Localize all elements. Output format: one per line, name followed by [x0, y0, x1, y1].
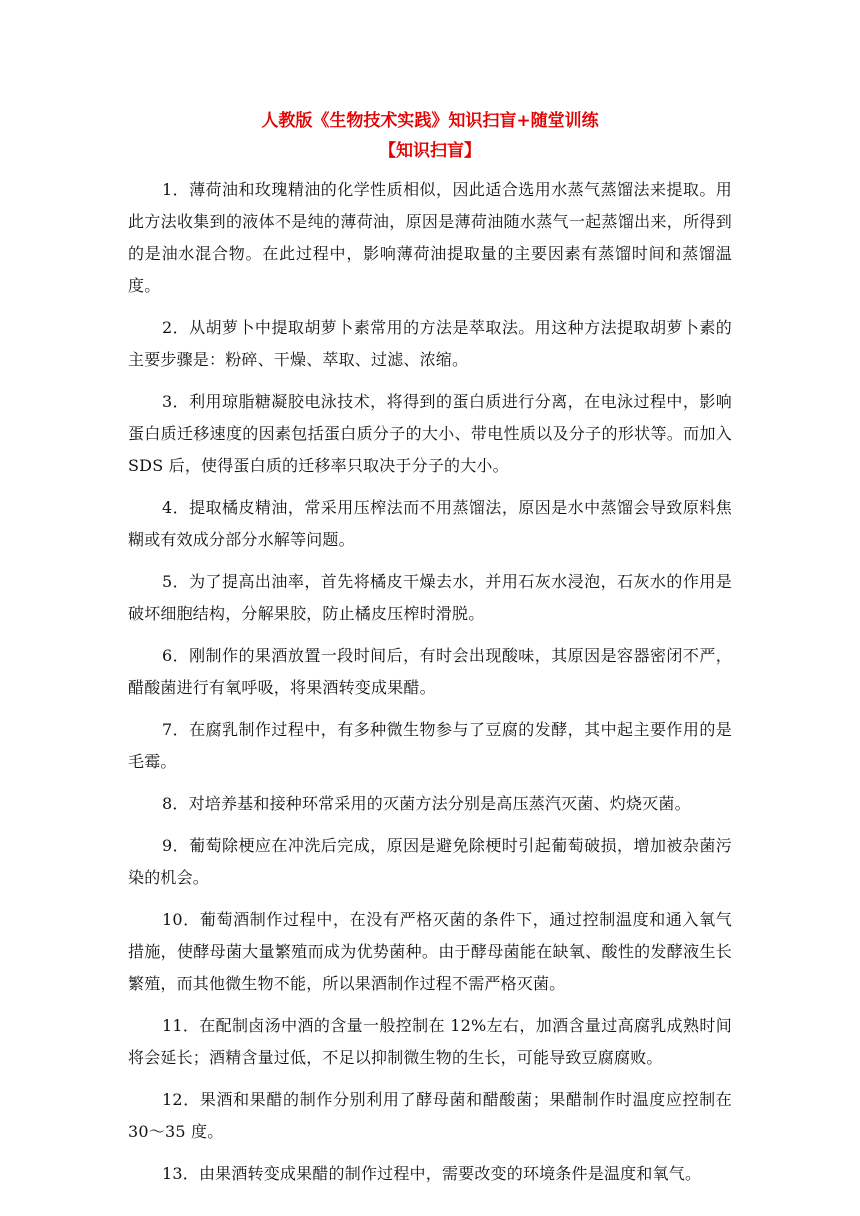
- list-item: 11．在配制卤汤中酒的含量一般控制在 12%左右，加酒含量过高腐乳成熟时间将会延长；酒精含量过低，不足以抑制微生物的生长，可能导致豆腐腐败。: [128, 1016, 732, 1067]
- knowledge-list: [128, 174, 732, 1190]
- document-page: [128, 108, 732, 1200]
- section-title: 【知识扫盲】: [379, 141, 481, 161]
- document-title: 人教版《生物技术实践》知识扫盲+随堂训练: [261, 111, 599, 131]
- list-item: 10．葡萄酒制作过程中，在没有严格灭菌的条件下，通过控制温度和通入氧气措施，使酵母菌大量繁殖而成为优势菌种。由于酵母菌能在缺氧、酸性的发酵液生长繁殖，而其他微生物不能，所以果酒制作过程不需严格灭菌。: [128, 910, 732, 993]
- list-item: 13．由果酒转变成果醋的制作过程中，需要改变的环境条件是温度和氧气。: [162, 1164, 702, 1183]
- list-item: 6．刚制作的果酒放置一段时间后，有时会出现酸味，其原因是容器密闭不严，醋酸菌进行有氧呼吸，将果酒转变成果醋。: [128, 646, 732, 697]
- list-item: 9．葡萄除梗应在冲洗后完成，原因是避免除梗时引起葡萄破损，增加被杂菌污染的机会。: [128, 836, 732, 887]
- list-item: 2．从胡萝卜中提取胡萝卜素常用的方法是萃取法。用这种方法提取胡萝卜素的主要步骤是：粉碎、干燥、萃取、过滤、浓缩。: [128, 318, 732, 369]
- list-item: 5．为了提高出油率，首先将橘皮干燥去水，并用石灰水浸泡，石灰水的作用是破坏细胞结构，分解果胶，防止橘皮压榨时滑脱。: [128, 572, 732, 623]
- list-item: 3．利用琼脂糖凝胶电泳技术，将得到的蛋白质进行分离，在电泳过程中，影响蛋白质迁移速度的因素包括蛋白质分子的大小、带电性质以及分子的形状等。而加入 SDS 后，使得蛋白质的迁移率只取决于分子的大小。: [128, 392, 732, 475]
- list-item: 12．果酒和果醋的制作分别利用了酵母菌和醋酸菌；果醋制作时温度应控制在 30～35 度。: [128, 1090, 732, 1141]
- list-item: 4．提取橘皮精油，常采用压榨法而不用蒸馏法，原因是水中蒸馏会导致原料焦糊或有效成分部分水解等问题。: [128, 498, 732, 549]
- list-item: 7．在腐乳制作过程中，有多种微生物参与了豆腐的发酵，其中起主要作用的是毛霉。: [128, 720, 732, 771]
- list-item: 1．薄荷油和玫瑰精油的化学性质相似，因此适合选用水蒸气蒸馏法来提取。用此方法收集到的液体不是纯的薄荷油，原因是薄荷油随水蒸气一起蒸馏出来，所得到的是油水混合物。在此过程中，影响薄荷油提取量的主要因素有蒸馏时间和蒸馏温度。: [128, 180, 732, 295]
- list-item: 8．对培养基和接种环常采用的灭菌方法分别是高压蒸汽灭菌、灼烧灭菌。: [162, 794, 691, 813]
